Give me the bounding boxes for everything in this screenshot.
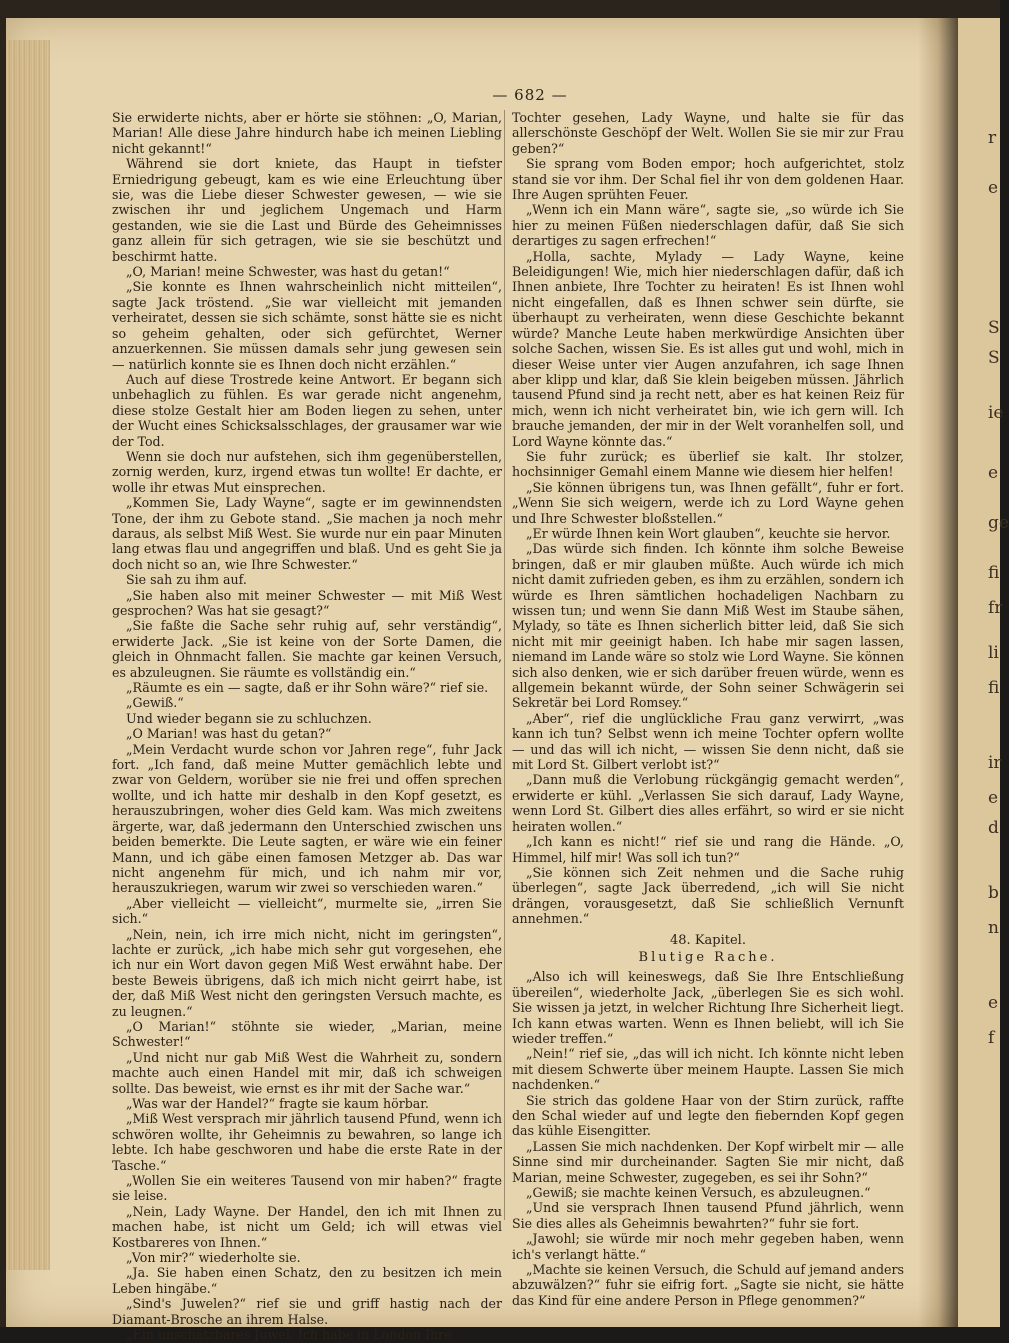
paragraph: Sie strich das goldene Haar von der Stirn zurück, raffte den Schal wieder auf und legte den fiebernden Kopf gegen das kühle Eisengitter. (512, 1092, 904, 1139)
next-page-fragment: S (988, 318, 1000, 338)
left-column (112, 110, 502, 1343)
paragraph: „Nein, nein, ich irre mich nicht, nicht im geringsten“, lachte er zurück, „ich habe mich sehr gut vorgesehen, ehe ich nur ein Wort davon gegen Miß West erwähnt habe. Der beste Beweis übrigens, daß ich mich nicht geirrt habe, ist der, daß Miß West nicht den geringsten Versuch machte, es zu leugnen.“ (112, 926, 502, 1019)
paragraph: „Sie können übrigens tun, was Ihnen gefällt“, fuhr er fort. „Wenn Sie sich weigern, werde ich zu Lord Wayne gehen und Ihre Schwester bloßstellen.“ (512, 479, 904, 526)
paragraph: „Ich kann es nicht!“ rief sie und rang die Hände. „O, Himmel, hilf mir! Was soll ich tun?“ (512, 834, 904, 865)
paragraph: „Räumte es ein — sagte, daß er ihr Sohn wäre?“ rief sie. (126, 680, 489, 696)
paragraph: Sie sah zu ihm auf. (126, 572, 247, 588)
next-page-fragment: fi (988, 678, 1000, 698)
paragraph: „Sie können sich Zeit nehmen und die Sache ruhig überlegen“, sagte Jack überredend, „ich will Sie nicht drängen, vorausgesetzt, daß Sie schließlich Vernunft annehmen.“ (512, 864, 904, 927)
next-page-fragment: S (988, 348, 1000, 368)
chapter-title: Blutige Rache. (638, 949, 778, 965)
next-page-fragment: fi (988, 563, 1000, 583)
next-page-fragment: e (988, 788, 999, 808)
right-column-text-after (512, 969, 904, 1308)
paragraph: „Was war der Handel?“ fragte sie kaum hörbar. (126, 1096, 429, 1111)
paragraph: „Nein!“ rief sie, „das will ich nicht. Ich könnte nicht leben mit diesem Schwerte über meinem Haupte. Lassen Sie mich nachdenken.“ (512, 1046, 904, 1093)
paragraph: Und wieder begann sie zu schluchzen. (126, 710, 372, 726)
next-page-fragment: e (988, 993, 999, 1013)
paragraph: „Miß West versprach mir jährlich tausend Pfund, wenn ich schwören wollte, ihr Geheimnis zu bewahren, so lange ich lebte. Ich habe geschworen und habe die erste Rate in der Tasche.“ (112, 1111, 502, 1173)
page-number: — 682 — (492, 86, 568, 104)
next-page-fragment: e (988, 178, 999, 198)
paragraph: „Lassen Sie mich nachdenken. Der Kopf wirbelt mir — alle Sinne sind mir durcheinander. Sagten Sie mir nicht, daß Marian, meine Schwester, zugegeben, es sei ihr Sohn?“ (512, 1138, 904, 1185)
paragraph: Wenn sie doch nur aufstehen, sich ihm gegenüberstellen, zornig werden, kurz, irgend etwas tun wollte! Er dachte, er wolle ihr etwas Mut einsprechen. (112, 448, 502, 495)
paragraph: „Machte sie keinen Versuch, die Schuld auf jemand anders abzuwälzen?“ fuhr sie eifrig fort. „Sagte sie nicht, sie hätte das Kind für eine andere Person in Pflege genommen?“ (512, 1262, 904, 1308)
paragraph: „Ein unschätzbares Juwel. Ich habe in London Ihre (126, 1327, 452, 1343)
paragraph: „Sie faßte die Sache sehr ruhig auf, sehr verständig“, erwiderte Jack. „Sie ist keine von der Sorte Damen, die gleich in Ohnmacht fallen. Sie machte gar keinen Versuch, es abzuleugnen. Sie räumte es vollständig ein.“ (112, 618, 502, 680)
paragraph: „Dann muß die Verlobung rückgängig gemacht werden“, erwiderte er kühl. „Verlassen Sie sich darauf, Lady Wayne, wenn Lord St. Gilbert dies alles erfährt, so wird er sie nicht heiraten wollen.“ (512, 772, 904, 834)
paragraph: „Sie haben also mit meiner Schwester — mit Miß West gesprochen? Was hat sie gesagt?“ (112, 587, 502, 618)
right-column-text-before (512, 110, 904, 927)
next-page-fragment: ie (988, 403, 1004, 423)
next-page-fragment: f (988, 1028, 995, 1048)
next-page-fragment: li (988, 643, 999, 663)
paragraph: „Und sie versprach Ihnen tausend Pfund jährlich, wenn Sie dies alles als Geheimnis bewahrten?“ fuhr sie fort. (512, 1200, 904, 1231)
paragraph: „Holla, sachte, Mylady — Lady Wayne, keine Beleidigungen! Wie, mich hier niederschlagen dafür, daß ich Ihnen anbiete, Ihre Tochter zu heiraten! Es ist Ihnen wohl nicht eingefallen, daß es Ihnen schwer sein dürfte, sie überhaupt zu verheiraten, wenn diese Geschichte bekannt würde? Manche Leute haben merkwürdige Ansichten über solche Sachen, wissen Sie. Es ist alles gut und wohl, mich in dieser Weise unter vier Augen anzufahren, ich sage Ihnen aber klipp und klar, daß Sie klein beigeben müssen. Jährlich tausend Pfund sind ja recht nett, aber es hat keinen Reiz für mich, wenn ich nicht verheiratet bin, wie ich gern will. Ich brauche jemanden, der mir in der Welt voranhelfen soll, und Lord Wayne könnte das.“ (512, 248, 904, 449)
paragraph: „Wollen Sie ein weiteres Tausend von mir haben?“ fragte sie leise. (112, 1173, 502, 1204)
next-page-fragment: d (988, 818, 999, 838)
paragraph: „O Marian!“ stöhnte sie wieder, „Marian, meine Schwester!“ (112, 1018, 502, 1050)
paragraph: „O Marian! was hast du getan?“ (126, 726, 332, 742)
paragraph: Sie erwiderte nichts, aber er hörte sie stöhnen: „O, Marian, Marian! Alle diese Jahre hindurch habe ich meinen Liebling nicht gekannt!“ (112, 110, 502, 156)
paragraph: „Wenn ich ein Mann wäre“, sagte sie, „so würde ich Sie hier zu meinen Füßen niederschlagen dafür, daß Sie sich derartiges zu sagen erfrechen!“ (512, 202, 904, 249)
next-page-fragment: r (988, 128, 997, 148)
paragraph: „Gewiß.“ (126, 695, 184, 711)
paragraph: Sie sprang vom Boden empor; hoch aufgerichtet, stolz stand sie vor ihm. Der Schal fiel ihr von dem goldenen Haar. Ihre Augen sprühten Feuer. (512, 156, 904, 203)
paragraph: „Mein Verdacht wurde schon vor Jahren rege“, fuhr Jack fort. „Ich fand, daß meine Mutter gemächlich lebte und zwar von Geldern, worüber sie nie frei und offen sprechen wollte, und ich hatte mir deshalb in den Kopf gesetzt, es herauszubringen, woher dies Geld kam. Was mich zweitens ärgerte, war, daß jedermann den Unterschied zwischen uns beiden bemerkte. Die Leute sagten, er wäre wie ein feiner Mann, und ich gäbe einen famosen Metzger ab. Das war nicht angenehm für mich, und ich nahm mir vor, herauszukriegen, warum wir zwei so verschieden waren.“ (112, 741, 502, 896)
next-page-fragment: fr (988, 598, 1003, 618)
paragraph: „Kommen Sie, Lady Wayne“, sagte er im gewinnendsten Tone, der ihm zu Gebote stand. „Sie machen ja noch mehr daraus, als selbst Miß West. Sie wurde nur ein paar Minuten lang etwas flau und angegriffen und blaß. Und es geht Sie ja doch nicht so an, wie Ihre Schwester.“ (112, 495, 502, 572)
paragraph: Auch auf diese Trostrede keine Antwort. Er begann sich unbehaglich zu fühlen. Es war gerade nicht angenehm, diese stolze Gestalt hier am Boden liegen zu sehen, unter der Wucht eines Schicksalsschlages, der grausamer war wie der Tod. (112, 371, 502, 449)
chapter-number: 48. Kapitel. (670, 932, 746, 948)
paragraph: Sie fuhr zurück; es überlief sie kalt. Ihr stolzer, hochsinniger Gemahl einem Manne wie diesem hier helfen! (512, 448, 904, 480)
paragraph: „Und nicht nur gab Miß West die Wahrheit zu, sondern machte auch einen Handel mit mir, daß ich schweigen sollte. Das beweist, wie ernst es ihr mit der Sache war.“ (112, 1049, 502, 1096)
next-page-edge (958, 18, 1009, 1327)
next-page-fragment: ge (988, 513, 1009, 533)
column-divider (504, 110, 505, 1220)
paragraph: „Gewiß; sie machte keinen Versuch, es abzuleugnen.“ (526, 1185, 871, 1201)
paragraph: „Jawohl; sie würde mir noch mehr gegeben haben, wenn ich's verlangt hätte.“ (512, 1231, 904, 1262)
paragraph: Während sie dort kniete, das Haupt in tiefster Erniedrigung gebeugt, kam es wie eine Erleuchtung über sie, was die Liebe dieser Schwester gewesen, — wie sie zwischen ihr und jeglichem Ungemach und Harm gestanden, wie sie die Last und Bürde des Geheimnisses ganz allein für sich getragen, wie sie sie beschützt und beschirmt hatte. (112, 156, 502, 264)
book-gutter (918, 18, 958, 1327)
paragraph: „Aber vielleicht — vielleicht“, murmelte sie, „irren Sie sich.“ (112, 895, 502, 927)
page-stack-edge (6, 40, 50, 1270)
next-page-fragment: n (988, 918, 999, 938)
next-page-fragment: b (988, 883, 999, 903)
next-page-fragment: ir (988, 753, 1002, 773)
paragraph: „Also ich will keineswegs, daß Sie Ihre Entschließung übereilen“, wiederholte Jack, „überlegen Sie es sich wohl. Sie wissen ja jetzt, in welcher Richtung Ihre Sicherheit liegt. Ich kann etwas warten. Wenn es Ihnen beliebt, will ich Sie wieder treffen.“ (512, 969, 904, 1046)
next-page-fragment: e (988, 463, 999, 483)
paragraph: „O, Marian! meine Schwester, was hast du getan!“ (126, 264, 450, 280)
paragraph: „Sie konnte es Ihnen wahrscheinlich nicht mitteilen“, sagte Jack tröstend. „Sie war vielleicht mit jemanden verheiratet, dessen sie sich schämte, sonst hätte sie es nicht so geheim gehalten, oder sich gefürchtet, Werner anzuerkennen. Sie müssen damals sehr jung gewesen sein — natürlich konnte sie es Ihnen doch nicht erzählen.“ (112, 279, 502, 372)
paragraph: Tochter gesehen, Lady Wayne, und halte sie für das allerschönste Geschöpf der Welt. Wollen Sie sie mir zur Frau geben?“ (512, 110, 904, 156)
paragraph: „Das würde sich finden. Ich könnte ihm solche Beweise bringen, daß er mir glauben müßte. Auch würde ich mich nicht damit zufrieden geben, es ihm zu erzählen, sondern ich würde es Ihren sämtlichen hochadeligen Nachbarn zu wissen tun; und wenn Sie dann Miß West im Staube sähen, Mylady, so täte es Ihnen sicherlich bitter leid, daß Sie sich nicht mit mir geeinigt haben. Ich habe mir sagen lassen, niemand im Lande wäre so stolz wie Lord Wayne. Sie können sich also denken, wie er sich darüber freuen würde, wenn es allgemein bekannt würde, der Sohn seiner Schwägerin sei Sekretär bei Lord Romsey.“ (512, 541, 904, 711)
right-column (512, 110, 904, 1308)
paragraph: „Von mir?“ wiederholte sie. (126, 1250, 301, 1266)
paragraph: „Sind's Juwelen?“ rief sie und griff hastig nach der Diamant-Brosche an ihrem Halse. (112, 1296, 502, 1327)
paragraph: „Ja. Sie haben einen Schatz, den zu besitzen ich mein Leben hingäbe.“ (112, 1265, 502, 1296)
paragraph: „Nein, Lady Wayne. Der Handel, den ich mit Ihnen zu machen habe, ist nicht um Geld; ich will etwas viel Kostbareres von Ihnen.“ (112, 1203, 502, 1250)
paragraph: „Er würde Ihnen kein Wort glauben“, keuchte sie hervor. (526, 525, 891, 541)
paragraph: „Aber“, rief die unglückliche Frau ganz verwirrt, „was kann ich tun? Selbst wenn ich meine Tochter opfern wollte — und das will ich nicht, — wissen Sie denn nicht, daß sie mit Lord St. Gilbert verlobt ist?“ (512, 710, 904, 773)
